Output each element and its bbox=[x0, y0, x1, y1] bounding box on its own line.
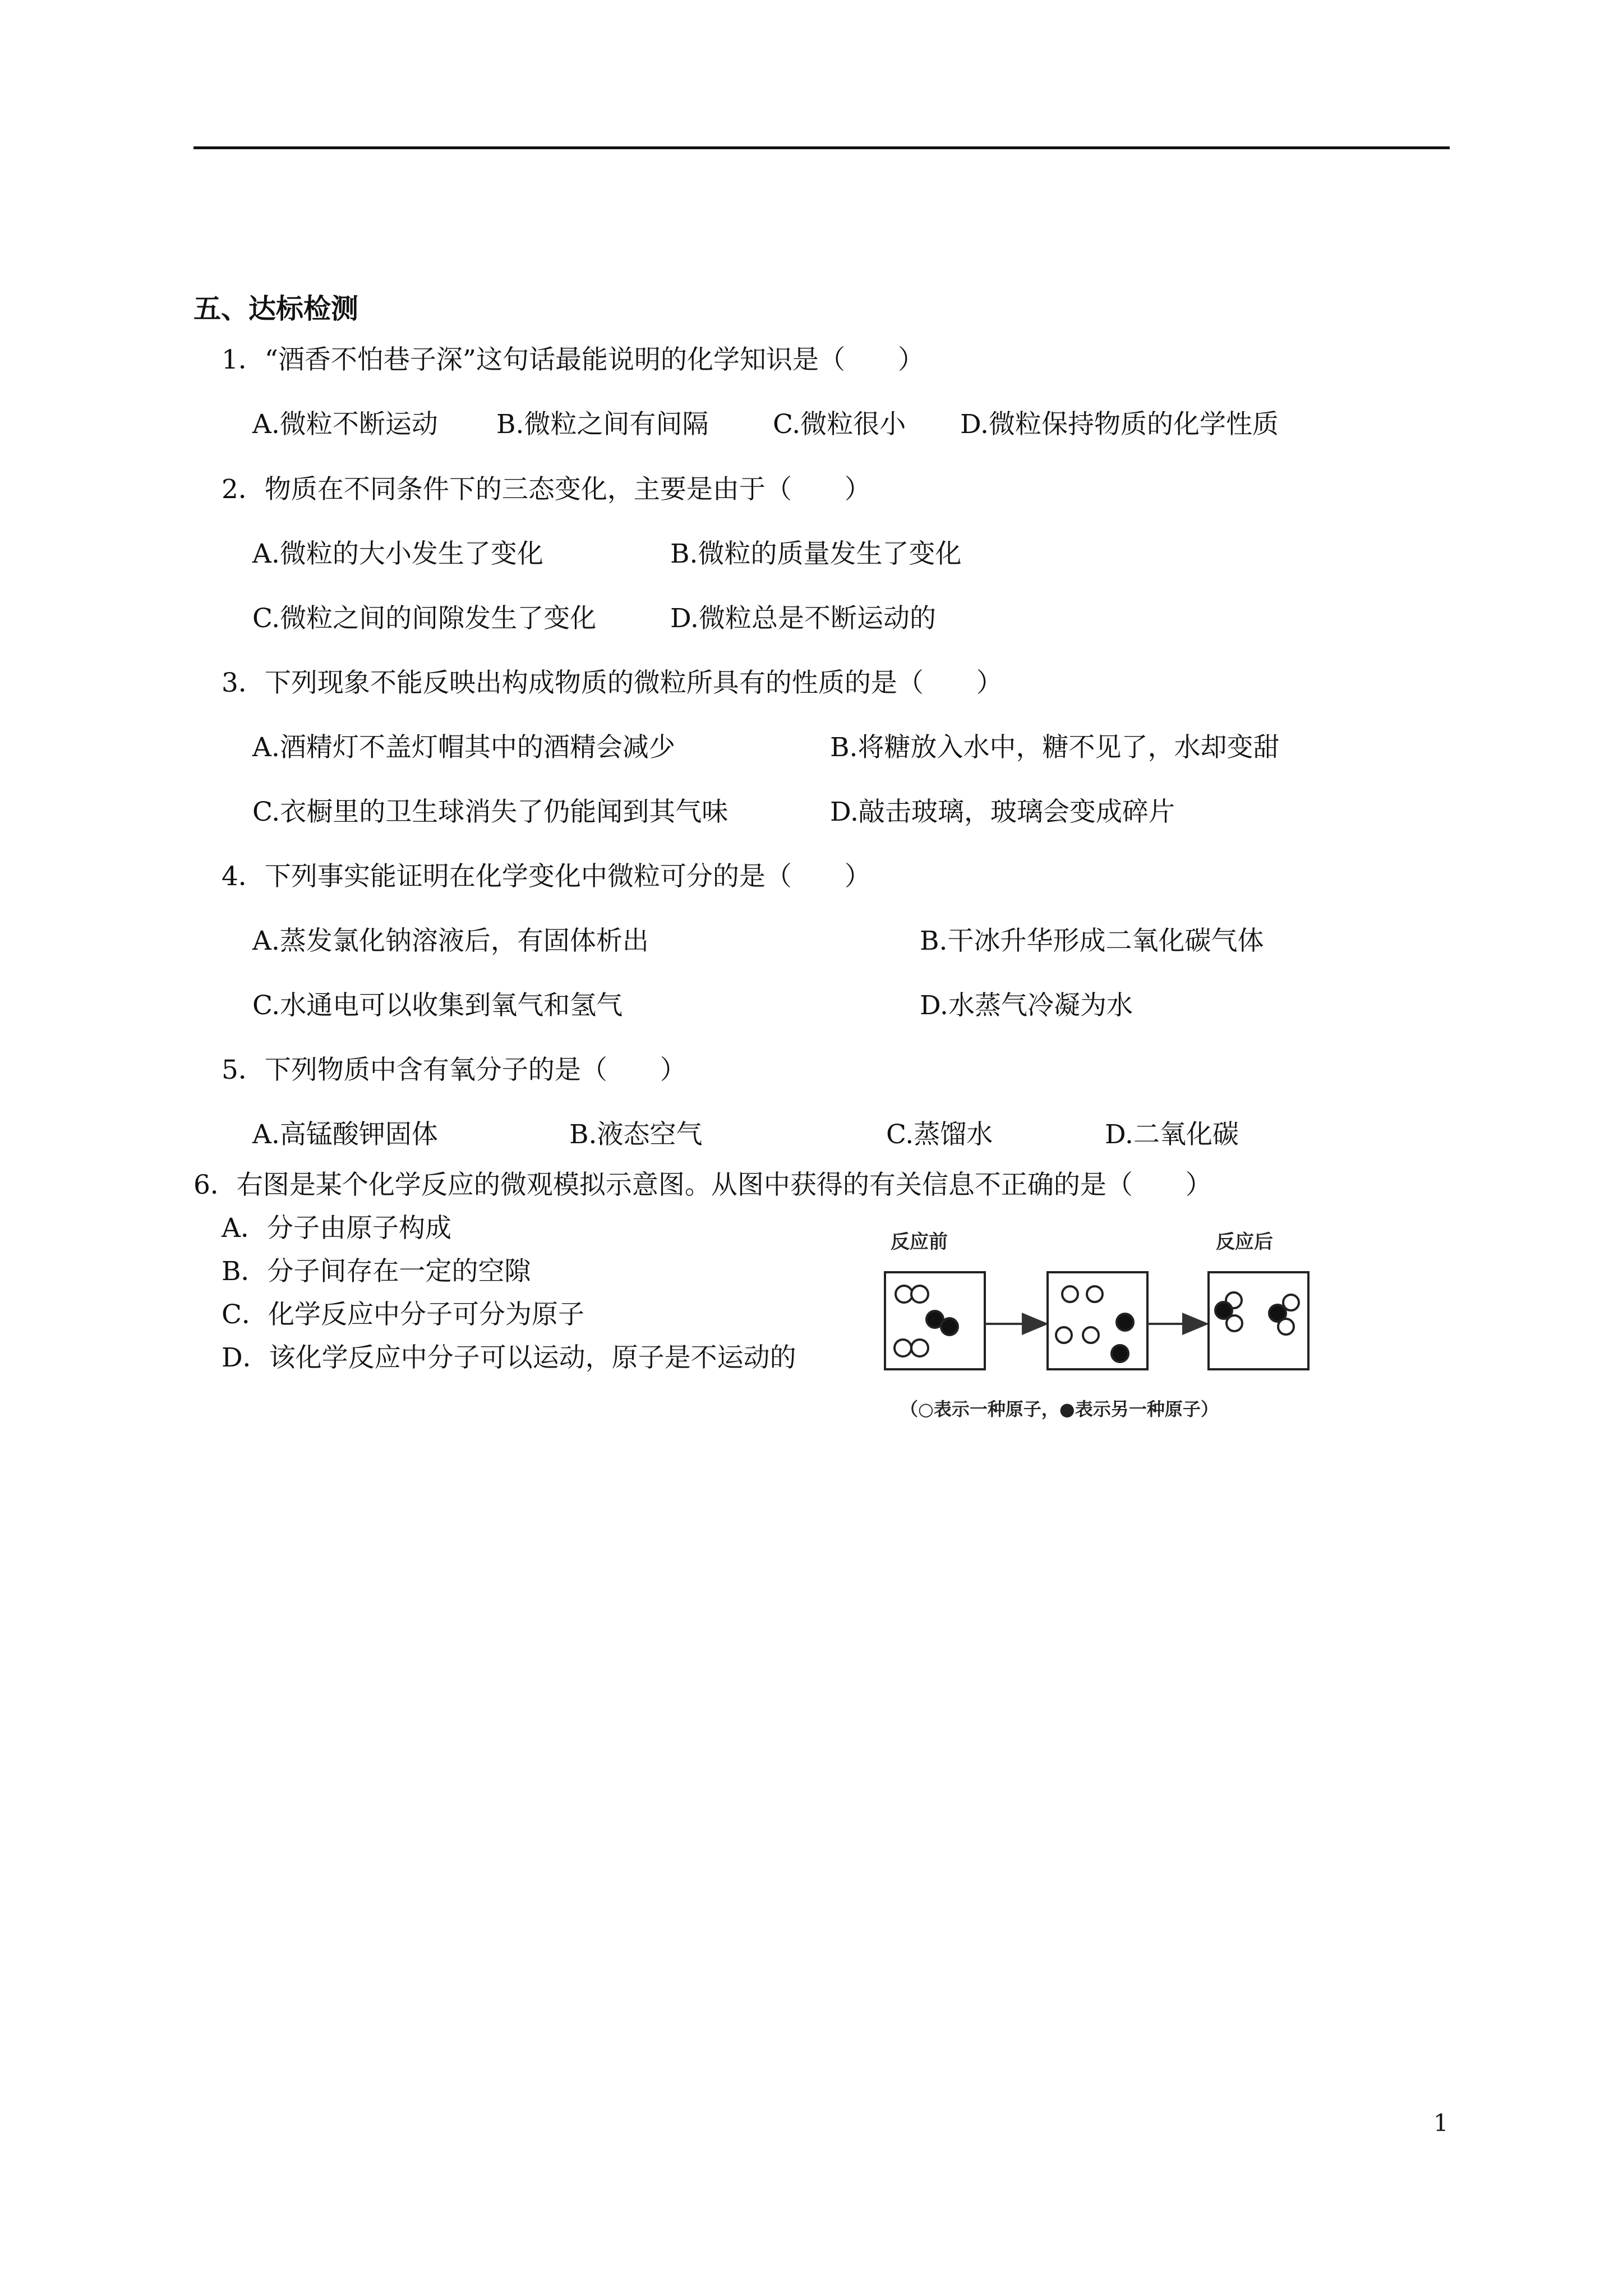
question-5-option-a: A.高锰酸钾固体 bbox=[252, 1119, 438, 1150]
question-3-option-d: D.敲击玻璃，玻璃会变成碎片 bbox=[830, 797, 1175, 827]
black-atom bbox=[941, 1318, 958, 1335]
section-title: 五、达标检测 bbox=[193, 292, 359, 325]
white-atom bbox=[1062, 1286, 1078, 1302]
question-6-stem: 6．右图是某个化学反应的微观模拟示意图。从图中获得的有关信息不正确的是（ ） bbox=[193, 1170, 1212, 1200]
white-atom bbox=[1083, 1327, 1099, 1343]
black-atom bbox=[1112, 1345, 1128, 1362]
question-3-option-c: C.衣橱里的卫生球消失了仍能闻到其气味 bbox=[252, 797, 728, 827]
question-2-option-c: C.微粒之间的间隙发生了变化 bbox=[252, 603, 597, 634]
white-atom bbox=[895, 1340, 911, 1356]
question-3-option-b: B.将糖放入水中，糖不见了，水却变甜 bbox=[830, 732, 1280, 763]
diagram-legend: （○表示一种原子，●表示另一种原子） bbox=[900, 1398, 1219, 1420]
question-5-option-d: D.二氧化碳 bbox=[1105, 1119, 1239, 1150]
question-2-option-a: A.微粒的大小发生了变化 bbox=[252, 539, 543, 569]
question-4-option-c: C.水通电可以收集到氧气和氢气 bbox=[252, 990, 623, 1021]
question-5-option-b: B.液态空气 bbox=[569, 1119, 703, 1150]
question-1-option-c: C.微粒很小 bbox=[773, 409, 906, 440]
label-after: 反应后 bbox=[1216, 1231, 1273, 1253]
header-rule bbox=[193, 146, 1450, 149]
question-6-option-d: D．该化学反应中分子可以运动，原子是不运动的 bbox=[222, 1342, 796, 1373]
white-atom bbox=[911, 1340, 928, 1356]
question-3-option-a: A.酒精灯不盖灯帽其中的酒精会减少 bbox=[252, 732, 675, 763]
question-5-option-c: C.蒸馏水 bbox=[886, 1119, 993, 1150]
question-1-option-b: B.微粒之间有间隔 bbox=[496, 409, 709, 440]
white-atom bbox=[911, 1286, 928, 1303]
black-atom bbox=[1117, 1314, 1133, 1331]
question-6-option-c: C．化学反应中分子可分为原子 bbox=[222, 1299, 584, 1330]
box-after bbox=[1209, 1272, 1308, 1369]
white-atom bbox=[1278, 1319, 1294, 1335]
question-1-option-a: A.微粒不断运动 bbox=[252, 409, 438, 440]
question-3-stem: 3．下列现象不能反映出构成物质的微粒所具有的性质的是（ ） bbox=[222, 668, 1003, 698]
question-4-option-b: B.干冰升华形成二氧化碳气体 bbox=[920, 926, 1264, 956]
question-1-stem: 1．“酒香不怕巷子深”这句话最能说明的化学知识是（ ） bbox=[222, 344, 924, 375]
reaction-diagram bbox=[875, 1226, 1318, 1433]
white-atom bbox=[896, 1286, 912, 1303]
question-4-option-d: D.水蒸气冷凝为水 bbox=[920, 990, 1133, 1021]
white-atom bbox=[1087, 1286, 1103, 1302]
question-5-stem: 5．下列物质中含有氧分子的是（ ） bbox=[222, 1055, 686, 1085]
question-2-stem: 2．物质在不同条件下的三态变化，主要是由于（ ） bbox=[222, 474, 871, 505]
page-number: 1 bbox=[1433, 2109, 1449, 2137]
white-atom bbox=[1056, 1327, 1072, 1343]
question-6-option-b: B．分子间存在一定的空隙 bbox=[222, 1256, 531, 1287]
question-4-stem: 4．下列事实能证明在化学变化中微粒可分的是（ ） bbox=[222, 861, 871, 892]
white-atom bbox=[1227, 1315, 1242, 1331]
question-2-option-b: B.微粒的质量发生了变化 bbox=[670, 539, 962, 569]
question-4-option-a: A.蒸发氯化钠溶液后，有固体析出 bbox=[252, 926, 649, 956]
question-2-option-d: D.微粒总是不断运动的 bbox=[670, 603, 936, 634]
question-1-option-d: D.微粒保持物质的化学性质 bbox=[960, 409, 1279, 440]
question-6-option-a: A．分子由原子构成 bbox=[222, 1213, 451, 1244]
label-before: 反应前 bbox=[891, 1231, 948, 1253]
